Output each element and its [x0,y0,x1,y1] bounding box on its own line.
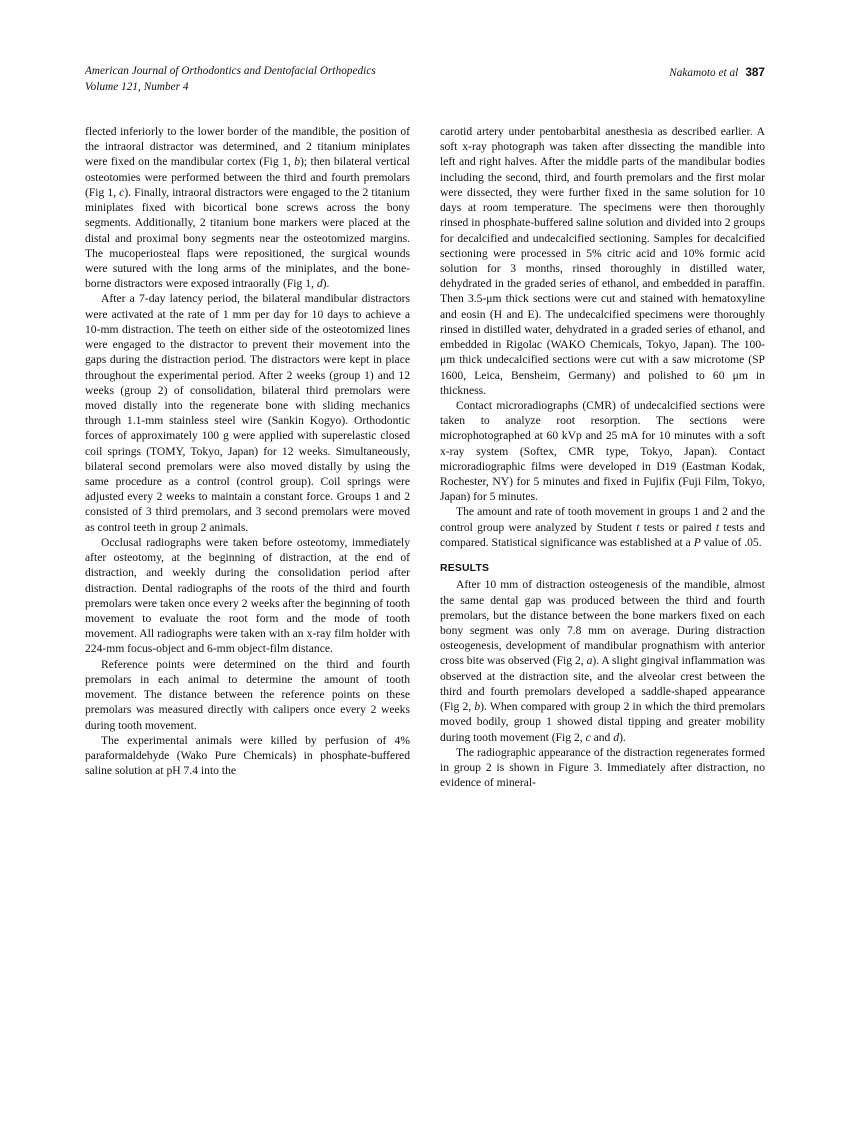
paragraph-p3-occlusal-radiographs: Occlusal radiographs were taken before osteotomy, immediately after osteotomy, at the beginning of distraction, at the end of distraction, and weekly during the consolidation period after distraction. Dental radiographs of the roots of the third and fourth premolars were taken once every 2 weeks after the beginning of tooth movement to evaluate the root form and the mode of tooth movement. All radiographs were taken with an x-ray film holder with 224-mm focus-object and 6-mm object-film distance. [85,535,410,656]
paragraph-p5-experimental-animals: The experimental animals were killed by perfusion of 4% paraformaldehyde (Wako Pure Chemicals) in phosphate-buffered saline solution at pH 7.4 into the [85,733,410,778]
section-heading-results: RESULTS [440,563,490,575]
paragraph-p6-carotid-artery: carotid artery under pentobarbital anesthesia as described earlier. A soft x-ray photograph was taken after dissecting the mandible into left and right halves. After the middle parts of the mandibular bodies including the second, third, and fourth premolars and the first molar were dissected, they were further fixed in the same solution for 10 days at room temperature. The specimens were then thoroughly rinsed in phosphate-buffered saline solution and divided into 2 groups for decalcified and undecalcified sectioning. Samples for decalcified sectioning were processed in 5% citric acid and 10% formic acid solution for 3 months, rinsed thoroughly in distilled water, dehydrated in the graded series of ethanol, and embedded in paraffin. Then 3.5-μm thick sections were cut and stained with hematoxyline and eosin (H and E). The undecalcified specimens were thoroughly rinsed in distilled water, dehydrated in a graded series of ethanol, and embedded in Rigolac (WAKO Chemicals, Tokyo, Japan). The 100-μm thick undecalcified sections were cut with a saw microtome (SP 1600, Leica, Bensheim, Germany) and polished to 60 μm in thickness. [440,125,765,397]
paragraph-p10-radiographic-appearance: The radiographic appearance of the distraction regenerates formed in group 2 is shown in Figure 3. Immediately after distraction, no evidence of mineral- [440,745,765,790]
paragraph-p7-contact-microradiographs: Contact microradiographs (CMR) of undecalcified sections were taken to analyze root resorption. The sections were microphotographed at 60 kVp and 25 mA for 10 minutes with a soft x-ray system (Softex, CMR type, Tokyo, Japan). Contact microradiographic films were developed in D19 (Eastman Kodak, Rochester, NY) for 5 minutes and fixed in Fujifix (Fuji Film, Tokyo, Japan) for 5 minutes. [440,398,765,504]
journal-volume-issue: Volume 121, Number 4 [85,80,189,93]
paragraph-p8-amount-and-rate: The amount and rate of tooth movement in groups 1 and 2 and the control group were analyzed by Student t tests or paired t tests and compared. Statistical significance was established at a P value of .05. [440,505,765,549]
paragraph-p9-after-10mm: After 10 mm of distraction osteogenesis of the mandible, almost the same dental gap was produced between the third and fourth premolars, but the distance between the bone markers fixed on each bony segment was only 7.8 mm on average. During distraction osteogenesis, development of mandibular prognathism with anterior cross bite was observed (Fig 2, a). A slight gingival inflammation was observed at the distraction site, and the alveolar crest between the third and fourth premolars developed a saddle-shaped appearance (Fig 2, b). When compared with group 2 in which the third premolars moved bodily, group 1 showed distal tipping and greater mobility during tooth movement (Fig 2, c and d). [440,578,765,744]
body-columns [85,124,765,1068]
journal-title-line1: American Journal of Orthodontics and Dentofacial Orthopedics [85,65,376,77]
column-right [440,124,765,1068]
running-head-right [669,64,765,82]
running-head [85,64,765,98]
page-number: 387 [745,65,765,79]
paragraph-p4-reference-points: Reference points were determined on the third and fourth premolars in each animal to determine the amount of tooth movement. The distance between the reference points on these premolars was measured directly with calipers once every 2 weeks during tooth movement. [85,657,410,732]
column-left [85,124,410,1068]
paragraph-p1-continued: flected inferiorly to the lower border of the mandible, the position of the intraoral distractor was determined, and 2 titanium miniplates were fixed on the mandibular cortex (Fig 1, b); then bilateral vertical osteotomies were performed between the third and fourth premolars (Fig 1, c). Finally, intraoral distractors were engaged to the 2 titanium miniplates fixed with bicortical bone screws across the bony segments. Additionally, 2 titanium bone markers were placed at the distal and proximal bony segments near the osteotomized margins. The mucoperiosteal flaps were repositioned, the surgical wounds were sutured with the long arms of the miniplates, and the bone-borne distractors were exposed intraorally (Fig 1, d). [85,125,410,291]
journal-title [85,64,376,95]
paragraph-p2-latency-period: After a 7-day latency period, the bilateral mandibular distractors were activated at the rate of 1 mm per day for 10 days to achieve a 10-mm distraction. The teeth on either side of the osteotomized lines were engaged to the distractor to prevent their movement into the gaps during the distraction period. The distractors were kept in place throughout the experimental period. After 2 weeks (group 1) and 12 weeks (group 2) of consolidation, bilateral third premolars were moved distally into the regenerate bone with sliding mechanics through 1.1-mm stainless steel wire (Sankin Kogyo). Orthodontic forces of approximately 100 g were applied with superelastic closed coil springs (TOMY, Tokyo, Japan) for 12 weeks. Simultaneously, bilateral second premolars were also moved distally by using the same procedure as a control (control group). Coil springs were adjusted every 2 weeks to maintain a constant force. Groups 1 and 2 consisted of 3 third premolars, and 3 second premolars were moved as control teeth in group 2 animals. [85,292,410,534]
author-citation: Nakamoto et al [669,67,739,79]
